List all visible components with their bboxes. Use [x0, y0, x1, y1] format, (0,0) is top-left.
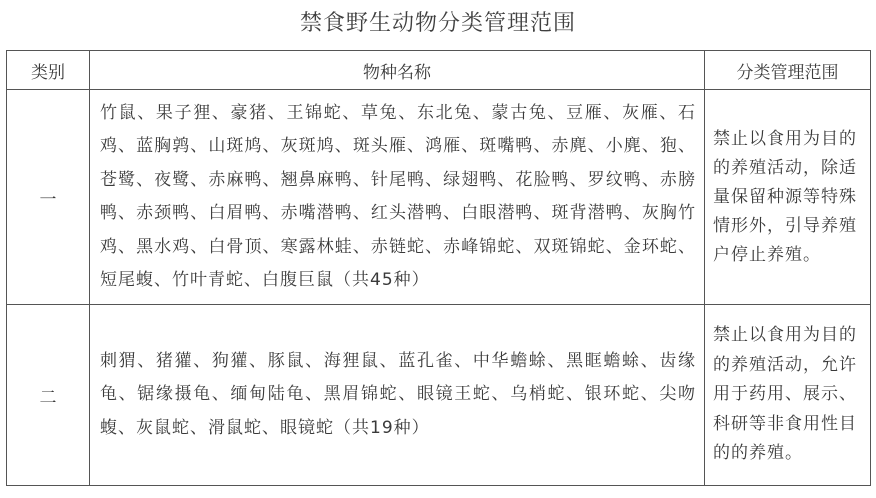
category-cell: 二: [7, 305, 90, 486]
page-title: 禁食野生动物分类管理范围: [299, 11, 576, 36]
header-species-name: 物种名称: [90, 51, 705, 90]
management-scope-cell: 禁止以食用为目的的养殖活动，允许用于药用、展示、科研等非食用性目的的养殖。: [705, 305, 871, 486]
table-row: [7, 90, 871, 305]
header-management-scope: 分类管理范围: [705, 51, 871, 90]
species-list-cell: 竹鼠、果子狸、豪猪、王锦蛇、草兔、东北兔、蒙古兔、豆雁、灰雁、石鸡、蓝胸鹑、山斑鸠、灰斑鸠、斑头雁、鸿雁、斑嘴鸭、赤麂、小麂、狍、苍鹭、夜鹭、赤麻鸭、翘鼻麻鸭、针尾鸭、绿翅鸭、花脸鸭、罗纹鸭、赤膀鸭、赤颈鸭、白眉鸭、赤嘴潜鸭、红头潜鸭、白眼潜鸭、斑背潜鸭、灰胸竹鸡、黑水鸡、白骨顶、寒露林蛙、赤链蛇、赤峰锦蛇、双斑锦蛇、金环蛇、短尾蝮、竹叶青蛇、白腹巨鼠（共45种）: [90, 90, 705, 305]
table-header-row: [7, 51, 871, 90]
category-cell: 一: [7, 90, 90, 305]
management-scope-cell: 禁止以食用为目的的养殖活动，除适量保留种源等特殊情形外，引导养殖户停止养殖。: [705, 90, 871, 305]
table-row: [7, 305, 871, 486]
species-list-cell: 刺猬、猪獾、狗獾、豚鼠、海狸鼠、蓝孔雀、中华蟾蜍、黑眶蟾蜍、齿缘龟、锯缘摄龟、缅甸陆龟、黑眉锦蛇、眼镜王蛇、乌梢蛇、银环蛇、尖吻蝮、灰鼠蛇、滑鼠蛇、眼镜蛇（共19种）: [90, 305, 705, 486]
header-category: 类别: [7, 51, 90, 90]
classification-table: [6, 50, 871, 486]
